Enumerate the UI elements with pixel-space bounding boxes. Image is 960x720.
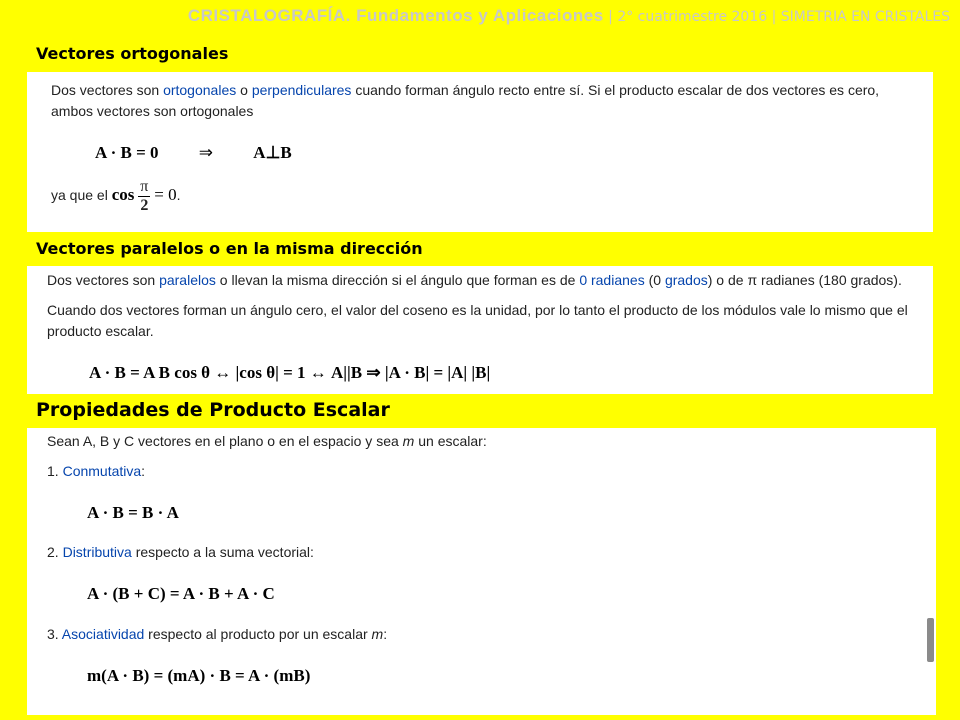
fraction-denominator: 2: [140, 197, 149, 214]
paragraph-coseno: Cuando dos vectores forman un ángulo cero, el valor del coseno es la unidad, por lo tanto el producto de los módulos vale lo mismo que el producto escalar.: [47, 302, 908, 339]
section-title-ortogonales: Vectores ortogonales: [36, 44, 229, 63]
formula-right: A⊥B: [253, 143, 292, 162]
paragraph-ortogonales: [51, 80, 911, 122]
paragraph-paralelos: [47, 270, 927, 291]
link-ortogonales[interactable]: ortogonales: [163, 82, 237, 98]
text: ya que el: [51, 187, 112, 204]
implies-symbol: ⇒: [198, 143, 214, 162]
text: :: [141, 463, 146, 479]
course-title: CRISTALOGRAFÍA. Fundamentos y Aplicaciones: [187, 6, 604, 25]
course-subtitle: | 2° cuatrimestre 2016 | SIMETRIA EN CRISTALES: [603, 9, 950, 25]
section-title-paralelos: Vectores paralelos o en la misma dirección: [36, 239, 423, 258]
paragraph-intro: [47, 431, 487, 452]
text: o: [236, 82, 252, 98]
property-distributiva: [47, 542, 314, 563]
cos-label: cos: [111, 185, 135, 205]
scalar-m: m: [402, 433, 415, 449]
text: :: [383, 626, 388, 642]
text: respecto a la suma vectorial:: [131, 544, 314, 560]
slide-header: [0, 6, 950, 26]
formula-left: A · B = 0: [95, 143, 159, 162]
text: respecto al producto por un escalar: [144, 626, 372, 642]
fraction-numerator: π: [140, 178, 149, 195]
panel-propiedades: [27, 428, 936, 715]
link-perpendiculares[interactable]: perpendiculares: [251, 82, 352, 98]
item-number: 3.: [47, 626, 62, 642]
formula-paralelos: A · B = A B cos θ ↔ |cos θ| = 1 ↔ A||B ⇒ |A · B| = |A| |B|: [89, 363, 491, 382]
scrollbar-thumb[interactable]: [927, 618, 934, 662]
equals-zero: = 0: [154, 185, 177, 205]
property-conmutativa: [47, 461, 145, 482]
text: un escalar:: [414, 433, 487, 449]
item-number: 1.: [47, 463, 63, 479]
fraction-pi-over-2: [138, 178, 150, 215]
item-number: 2.: [47, 544, 63, 560]
text: ) o de π radianes (180 grados).: [707, 272, 902, 288]
text: Dos vectores son: [51, 82, 164, 98]
panel-paralelos: [27, 266, 933, 394]
link-distributiva[interactable]: Distributiva: [62, 544, 132, 560]
cos-explanation: [51, 178, 180, 215]
section-title-propiedades: Propiedades de Producto Escalar: [36, 399, 390, 421]
property-asociatividad: [47, 624, 387, 645]
text: (0: [644, 272, 665, 288]
link-conmutativa[interactable]: Conmutativa: [62, 463, 142, 479]
text: cuando forman ángulo recto entre sí. Si el producto escalar de dos vectores es cero, ambos vectores son ortogonales: [51, 82, 880, 119]
link-asociatividad[interactable]: Asociatividad: [61, 626, 145, 642]
formula-distributiva: A · (B + C) = A · B + A · C: [87, 584, 275, 603]
scalar-m: m: [371, 626, 384, 642]
text: o llevan la misma dirección si el ángulo que forman es de: [215, 272, 580, 288]
formula-conmutativa: A · B = B · A: [87, 503, 179, 522]
formula-asociatividad: m(A · B) = (mA) · B = A · (mB): [87, 666, 311, 685]
link-paralelos[interactable]: paralelos: [159, 272, 216, 288]
formula-ortogonal: [95, 142, 292, 163]
text: Dos vectores son: [47, 272, 160, 288]
text: .: [176, 187, 181, 204]
link-radianes[interactable]: 0 radianes: [579, 272, 645, 288]
panel-ortogonales: [27, 72, 933, 232]
link-grados[interactable]: grados: [664, 272, 708, 288]
text: Sean A, B y C vectores en el plano o en el espacio y sea: [47, 433, 403, 449]
